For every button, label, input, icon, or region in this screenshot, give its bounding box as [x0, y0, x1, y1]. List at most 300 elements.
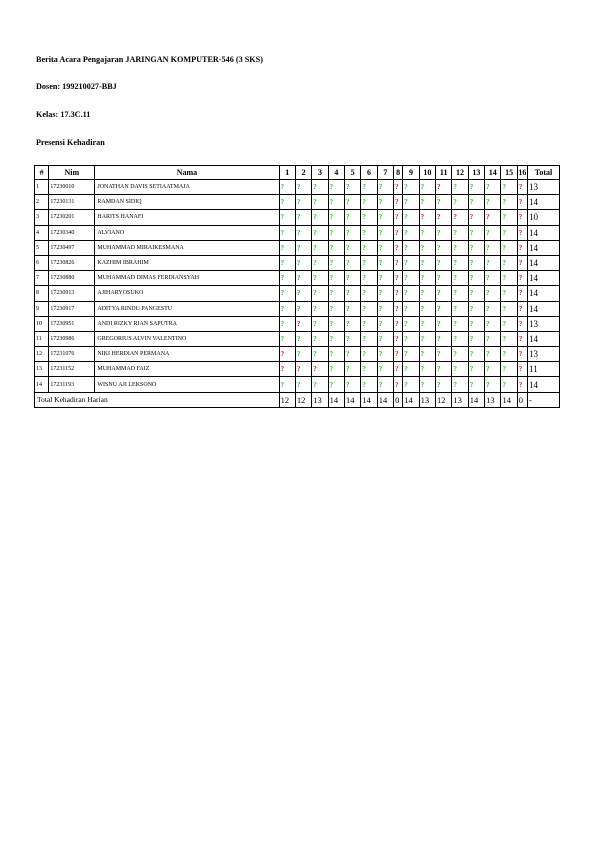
present-mark-icon [452, 271, 468, 286]
student-total: 11 [528, 362, 560, 377]
absent-mark-icon [394, 377, 403, 392]
attendance-mark-glyph: ? [329, 350, 334, 359]
present-mark-icon [419, 271, 435, 286]
class-label: Kelas: [36, 110, 59, 119]
present-mark-icon [468, 240, 484, 255]
present-mark-icon [295, 210, 311, 225]
present-mark-icon [419, 180, 435, 195]
present-mark-icon [377, 225, 393, 240]
student-total: 10 [528, 210, 560, 225]
attendance-mark-glyph: ? [378, 350, 383, 359]
attendance-mark-glyph: ? [378, 228, 383, 237]
present-mark-icon [345, 331, 361, 346]
present-mark-icon [452, 180, 468, 195]
row-number: 5 [35, 240, 49, 255]
present-mark-icon [312, 316, 328, 331]
present-mark-icon [312, 255, 328, 270]
attendance-mark-glyph: ? [420, 334, 425, 343]
present-mark-icon [452, 331, 468, 346]
present-mark-icon [501, 331, 517, 346]
attendance-mark-glyph: ? [346, 183, 350, 192]
absent-mark-icon [517, 210, 527, 225]
attendance-mark-glyph: ? [296, 319, 301, 328]
present-mark-icon [279, 377, 295, 392]
attendance-mark-glyph: ? [469, 350, 474, 359]
attendance-mark-glyph: ? [313, 259, 317, 268]
present-mark-icon [377, 195, 393, 210]
attendance-mark-glyph: ? [378, 274, 383, 283]
present-mark-icon [279, 301, 295, 316]
present-mark-icon [485, 255, 501, 270]
attendance-mark-glyph: ? [280, 380, 285, 389]
attendance-mark-glyph: ? [453, 289, 457, 298]
attendance-mark-glyph: ? [280, 259, 285, 268]
attendance-mark-glyph: ? [518, 228, 523, 237]
absent-mark-icon [517, 225, 527, 240]
student-nim: 17230340 [49, 225, 95, 240]
attendance-mark-glyph: ? [313, 304, 317, 313]
attendance-mark-glyph: ? [453, 213, 457, 222]
col-header-meeting-5: 5 [345, 166, 361, 180]
present-mark-icon [328, 286, 344, 301]
present-mark-icon [345, 225, 361, 240]
absent-mark-icon [517, 180, 527, 195]
attendance-mark-glyph: ? [486, 289, 490, 298]
present-mark-icon [485, 240, 501, 255]
absent-mark-icon [517, 347, 527, 362]
attendance-mark-glyph: ? [404, 380, 408, 389]
present-mark-icon [328, 195, 344, 210]
attendance-mark-glyph: ? [329, 289, 334, 298]
present-mark-icon [361, 347, 377, 362]
absent-mark-icon [394, 255, 403, 270]
attendance-mark-glyph: ? [404, 259, 408, 268]
present-mark-icon [328, 347, 344, 362]
present-mark-icon [468, 180, 484, 195]
present-mark-icon [328, 271, 344, 286]
col-header-total: Total [528, 166, 560, 180]
present-mark-icon [403, 377, 419, 392]
student-total: 14 [528, 331, 560, 346]
present-mark-icon [295, 301, 311, 316]
attendance-mark-glyph: ? [486, 350, 490, 359]
attendance-mark-glyph: ? [404, 289, 408, 298]
present-mark-icon [295, 240, 311, 255]
attendance-mark-glyph: ? [518, 259, 523, 268]
present-mark-icon [501, 316, 517, 331]
present-mark-icon [312, 347, 328, 362]
present-mark-icon [377, 316, 393, 331]
attendance-table [34, 165, 560, 408]
attendance-mark-glyph: ? [362, 213, 366, 222]
present-mark-icon [485, 195, 501, 210]
attendance-mark-glyph: ? [453, 228, 457, 237]
lecturer-label: Dosen: [36, 82, 61, 91]
present-mark-icon [485, 180, 501, 195]
attendance-mark-glyph: ? [437, 213, 441, 222]
attendance-mark-glyph: ? [362, 289, 366, 298]
attendance-mark-glyph: ? [453, 319, 457, 328]
row-number: 12 [35, 347, 49, 362]
attendance-mark-glyph: ? [486, 334, 490, 343]
attendance-mark-glyph: ? [378, 319, 383, 328]
attendance-mark-glyph: ? [518, 274, 523, 283]
present-mark-icon [468, 255, 484, 270]
attendance-mark-glyph: ? [420, 228, 425, 237]
attendance-mark-glyph: ? [395, 350, 399, 359]
absent-mark-icon [517, 331, 527, 346]
present-mark-icon [403, 195, 419, 210]
present-mark-icon [279, 286, 295, 301]
absent-mark-icon [517, 271, 527, 286]
present-mark-icon [501, 286, 517, 301]
present-mark-icon [361, 331, 377, 346]
attendance-mark-glyph: ? [280, 304, 285, 313]
absent-mark-icon [394, 195, 403, 210]
student-nim: 17230201 [49, 210, 95, 225]
row-number: 1 [35, 180, 49, 195]
attendance-mark-glyph: ? [346, 319, 350, 328]
present-mark-icon [501, 301, 517, 316]
attendance-mark-glyph: ? [437, 198, 441, 207]
present-mark-icon [452, 255, 468, 270]
attendance-mark-glyph: ? [518, 365, 523, 374]
attendance-mark-glyph: ? [437, 319, 441, 328]
attendance-mark-glyph: ? [346, 380, 350, 389]
col-header-meeting-6: 6 [361, 166, 377, 180]
attendance-mark-glyph: ? [404, 183, 408, 192]
attendance-mark-glyph: ? [346, 274, 350, 283]
student-nim: 17230880 [49, 271, 95, 286]
table-row [35, 331, 560, 346]
attendance-mark-glyph: ? [395, 228, 399, 237]
daily-total-16: 0 [517, 392, 527, 407]
attendance-mark-glyph: ? [453, 334, 457, 343]
attendance-mark-glyph: ? [404, 319, 408, 328]
col-header-meeting-4: 4 [328, 166, 344, 180]
attendance-mark-glyph: ? [404, 213, 408, 222]
attendance-mark-glyph: ? [313, 183, 317, 192]
student-total: 14 [528, 286, 560, 301]
student-nim: 17230951 [49, 316, 95, 331]
student-nim: 17230010 [49, 180, 95, 195]
absent-mark-icon [436, 180, 452, 195]
present-mark-icon [377, 286, 393, 301]
absent-mark-icon [517, 286, 527, 301]
present-mark-icon [501, 271, 517, 286]
absent-mark-icon [312, 362, 328, 377]
present-mark-icon [403, 225, 419, 240]
attendance-mark-glyph: ? [280, 365, 285, 374]
present-mark-icon [279, 316, 295, 331]
present-mark-icon [345, 271, 361, 286]
col-header-meeting-13: 13 [468, 166, 484, 180]
student-name: HARITS HANAFI [95, 210, 279, 225]
attendance-mark-glyph: ? [518, 213, 523, 222]
col-header-meeting-8: 8 [394, 166, 403, 180]
present-mark-icon [279, 240, 295, 255]
attendance-mark-glyph: ? [453, 304, 457, 313]
daily-total-11: 12 [436, 392, 452, 407]
attendance-mark-glyph: ? [404, 334, 408, 343]
present-mark-icon [312, 180, 328, 195]
present-mark-icon [468, 301, 484, 316]
present-mark-icon [436, 331, 452, 346]
attendance-mark-glyph: ? [346, 350, 350, 359]
attendance-mark-glyph: ? [437, 350, 441, 359]
present-mark-icon [436, 377, 452, 392]
student-name: RAMDAN SIDIQ [95, 195, 279, 210]
present-mark-icon [279, 271, 295, 286]
present-mark-icon [452, 316, 468, 331]
present-mark-icon [295, 225, 311, 240]
present-mark-icon [468, 362, 484, 377]
student-nim: 17231193 [49, 377, 95, 392]
present-mark-icon [403, 240, 419, 255]
present-mark-icon [361, 362, 377, 377]
attendance-mark-glyph: ? [378, 198, 383, 207]
present-mark-icon [452, 377, 468, 392]
attendance-mark-glyph: ? [437, 365, 441, 374]
present-mark-icon [361, 195, 377, 210]
present-mark-icon [377, 362, 393, 377]
section-title-text: Presensi Kehadiran [36, 138, 105, 147]
attendance-mark-glyph: ? [329, 183, 334, 192]
present-mark-icon [501, 195, 517, 210]
col-header-nama: Nama [95, 166, 279, 180]
attendance-mark-glyph: ? [453, 198, 457, 207]
absent-mark-icon [394, 180, 403, 195]
present-mark-icon [295, 195, 311, 210]
row-number: 14 [35, 377, 49, 392]
attendance-mark-glyph: ? [469, 259, 474, 268]
student-total: 13 [528, 347, 560, 362]
row-number: 6 [35, 255, 49, 270]
attendance-mark-glyph: ? [502, 243, 506, 252]
present-mark-icon [452, 347, 468, 362]
attendance-mark-glyph: ? [395, 380, 399, 389]
attendance-mark-glyph: ? [420, 365, 425, 374]
student-name: NIKI HERDIAN PERMANA [95, 347, 279, 362]
attendance-mark-glyph: ? [486, 319, 490, 328]
attendance-mark-glyph: ? [437, 289, 441, 298]
attendance-mark-glyph: ? [404, 365, 408, 374]
attendance-mark-glyph: ? [518, 198, 523, 207]
present-mark-icon [436, 362, 452, 377]
student-total: 13 [528, 316, 560, 331]
absent-mark-icon [436, 210, 452, 225]
col-header-meeting-12: 12 [452, 166, 468, 180]
attendance-mark-glyph: ? [329, 259, 334, 268]
attendance-mark-glyph: ? [420, 213, 425, 222]
attendance-mark-glyph: ? [378, 243, 383, 252]
present-mark-icon [361, 286, 377, 301]
attendance-mark-glyph: ? [420, 274, 425, 283]
absent-mark-icon [419, 210, 435, 225]
attendance-mark-glyph: ? [437, 183, 441, 192]
attendance-mark-glyph: ? [346, 259, 350, 268]
present-mark-icon [419, 347, 435, 362]
table-footer-row [35, 392, 560, 407]
present-mark-icon [501, 362, 517, 377]
daily-total-5: 14 [345, 392, 361, 407]
present-mark-icon [485, 271, 501, 286]
attendance-mark-glyph: ? [280, 198, 285, 207]
attendance-mark-glyph: ? [362, 380, 366, 389]
attendance-mark-glyph: ? [469, 304, 474, 313]
present-mark-icon [419, 316, 435, 331]
attendance-mark-glyph: ? [313, 365, 317, 374]
present-mark-icon [377, 331, 393, 346]
present-mark-icon [328, 180, 344, 195]
present-mark-icon [436, 255, 452, 270]
row-number: 4 [35, 225, 49, 240]
attendance-mark-glyph: ? [395, 198, 399, 207]
attendance-mark-glyph: ? [362, 334, 366, 343]
attendance-mark-glyph: ? [453, 183, 457, 192]
attendance-mark-glyph: ? [280, 183, 285, 192]
student-nim: 17230131 [49, 195, 95, 210]
attendance-mark-glyph: ? [437, 274, 441, 283]
attendance-mark-glyph: ? [346, 334, 350, 343]
present-mark-icon [419, 225, 435, 240]
daily-total-10: 13 [419, 392, 435, 407]
attendance-mark-glyph: ? [296, 213, 301, 222]
table-row [35, 316, 560, 331]
present-mark-icon [345, 180, 361, 195]
col-header-meeting-2: 2 [295, 166, 311, 180]
student-name: GREGORIUS ALVIN VALENTINO [95, 331, 279, 346]
present-mark-icon [328, 301, 344, 316]
attendance-mark-glyph: ? [395, 183, 399, 192]
attendance-mark-glyph: ? [296, 259, 301, 268]
absent-mark-icon [394, 225, 403, 240]
present-mark-icon [419, 286, 435, 301]
table-row [35, 271, 560, 286]
attendance-mark-glyph: ? [469, 365, 474, 374]
attendance-mark-glyph: ? [502, 274, 506, 283]
attendance-mark-glyph: ? [329, 334, 334, 343]
attendance-mark-glyph: ? [420, 183, 425, 192]
present-mark-icon [345, 347, 361, 362]
daily-total-7: 14 [377, 392, 393, 407]
attendance-mark-glyph: ? [280, 350, 285, 359]
col-header-meeting-1: 1 [279, 166, 295, 180]
absent-mark-icon [452, 210, 468, 225]
present-mark-icon [312, 331, 328, 346]
attendance-mark-glyph: ? [420, 243, 425, 252]
table-row [35, 195, 560, 210]
present-mark-icon [361, 180, 377, 195]
row-number: 10 [35, 316, 49, 331]
present-mark-icon [312, 225, 328, 240]
attendance-mark-glyph: ? [395, 365, 399, 374]
present-mark-icon [328, 225, 344, 240]
attendance-mark-glyph: ? [518, 350, 523, 359]
attendance-mark-glyph: ? [362, 228, 366, 237]
attendance-mark-glyph: ? [437, 243, 441, 252]
attendance-mark-glyph: ? [420, 289, 425, 298]
attendance-mark-glyph: ? [362, 319, 366, 328]
daily-total-15: 14 [501, 392, 517, 407]
attendance-mark-glyph: ? [437, 304, 441, 313]
present-mark-icon [403, 301, 419, 316]
absent-mark-icon [394, 240, 403, 255]
attendance-mark-glyph: ? [420, 198, 425, 207]
present-mark-icon [419, 377, 435, 392]
attendance-mark-glyph: ? [486, 183, 490, 192]
present-mark-icon [468, 316, 484, 331]
attendance-mark-glyph: ? [378, 380, 383, 389]
attendance-mark-glyph: ? [313, 228, 317, 237]
present-mark-icon [377, 240, 393, 255]
col-header-no: # [35, 166, 49, 180]
daily-total-13: 14 [468, 392, 484, 407]
attendance-mark-glyph: ? [280, 213, 285, 222]
attendance-mark-glyph: ? [453, 380, 457, 389]
attendance-mark-glyph: ? [346, 198, 350, 207]
absent-mark-icon [394, 271, 403, 286]
present-mark-icon [361, 316, 377, 331]
attendance-mark-glyph: ? [502, 228, 506, 237]
absent-mark-icon [394, 301, 403, 316]
attendance-mark-glyph: ? [296, 274, 301, 283]
section-title [36, 138, 105, 147]
attendance-mark-glyph: ? [469, 228, 474, 237]
present-mark-icon [295, 331, 311, 346]
attendance-mark-glyph: ? [378, 259, 383, 268]
student-name: JONATHAN DAVIS SETIAATMAJA [95, 180, 279, 195]
daily-total-3: 13 [312, 392, 328, 407]
student-name: ANDI RIZKY RIAN SAPUTRA [95, 316, 279, 331]
present-mark-icon [361, 255, 377, 270]
daily-total-4: 14 [328, 392, 344, 407]
table-header-row [35, 166, 560, 180]
present-mark-icon [312, 240, 328, 255]
attendance-mark-glyph: ? [362, 259, 366, 268]
col-header-meeting-9: 9 [403, 166, 419, 180]
present-mark-icon [295, 286, 311, 301]
table-row [35, 180, 560, 195]
attendance-mark-glyph: ? [280, 334, 285, 343]
lecturer-line [36, 82, 117, 91]
present-mark-icon [468, 347, 484, 362]
attendance-mark-glyph: ? [395, 304, 399, 313]
attendance-mark-glyph: ? [486, 228, 490, 237]
present-mark-icon [419, 255, 435, 270]
attendance-mark-glyph: ? [313, 319, 317, 328]
present-mark-icon [279, 225, 295, 240]
attendance-mark-glyph: ? [296, 304, 301, 313]
present-mark-icon [403, 255, 419, 270]
daily-total-1: 12 [279, 392, 295, 407]
present-mark-icon [328, 255, 344, 270]
student-nim: 17230986 [49, 331, 95, 346]
attendance-mark-glyph: ? [518, 319, 523, 328]
present-mark-icon [403, 316, 419, 331]
present-mark-icon [345, 240, 361, 255]
present-mark-icon [345, 316, 361, 331]
present-mark-icon [501, 225, 517, 240]
attendance-mark-glyph: ? [280, 274, 285, 283]
attendance-mark-glyph: ? [296, 243, 301, 252]
attendance-mark-glyph: ? [420, 319, 425, 328]
present-mark-icon [403, 271, 419, 286]
absent-mark-icon [279, 347, 295, 362]
attendance-mark-glyph: ? [395, 259, 399, 268]
present-mark-icon [419, 331, 435, 346]
attendance-mark-glyph: ? [518, 183, 523, 192]
